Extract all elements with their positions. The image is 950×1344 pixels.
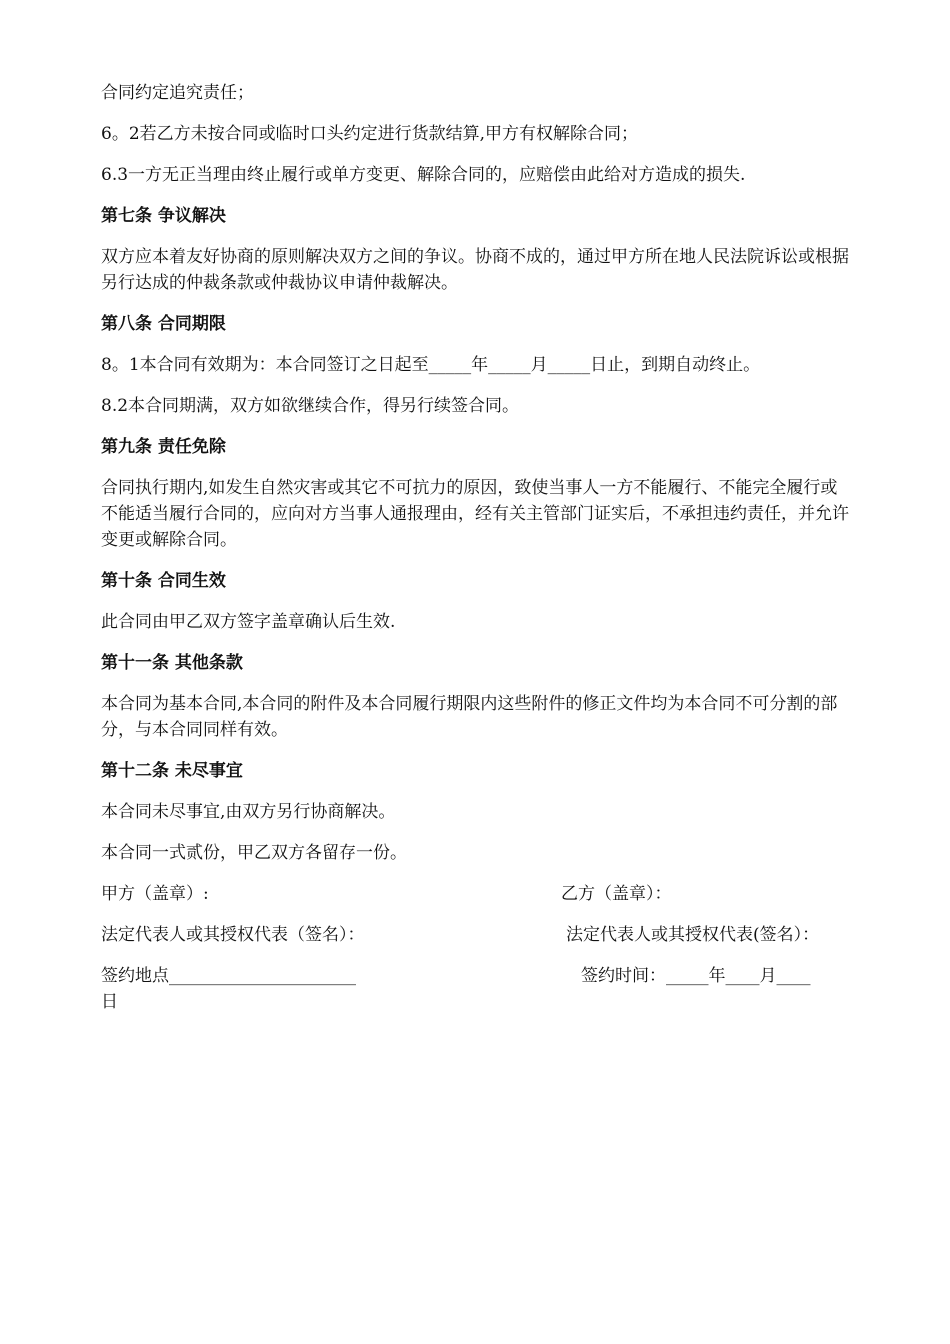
- heading-article-7: 第七条 争议解决: [101, 206, 226, 226]
- signing-time-field: 签约时间：_____年____月____: [581, 966, 811, 986]
- signature-seal-row: [101, 881, 851, 907]
- heading-article-9: 第九条 责任免除: [101, 437, 226, 457]
- heading-article-12: 第十二条 未尽事宜: [101, 761, 243, 781]
- signature-place-time-row: [101, 963, 851, 989]
- signing-day-label: 日: [101, 992, 118, 1012]
- article-9-text: 合同执行期内,如发生自然灾害或其它不可抗力的原因，致使当事人一方不能履行、不能完全履行或不能适当履行合同的，应向对方当事人通报理由，经有关主管部门证实后，不承担违约责任，并允许变更或解除合同。: [101, 478, 849, 550]
- document-body: [101, 80, 851, 1015]
- party-b-rep-label: 法定代表人或其授权代表(签名）：: [566, 925, 820, 945]
- clause-8-2: 8.2本合同期满，双方如欲继续合作，得另行续签合同。: [101, 396, 520, 416]
- heading-article-8: 第八条 合同期限: [101, 314, 226, 334]
- clause-8-1: 8。1本合同有效期为：本合同签订之日起至_____年_____月_____日止，到期自动终止。: [101, 355, 761, 375]
- article-10-text: 此合同由甲乙双方签字盖章确认后生效.: [101, 612, 396, 632]
- clause-6-3: 6.3一方无正当理由终止履行或单方变更、解除合同的，应赔偿由此给对方造成的损失.: [101, 165, 746, 185]
- article-12-text: 本合同未尽事宜,由双方另行协商解决。: [101, 802, 396, 822]
- article-11-text: 本合同为基本合同,本合同的附件及本合同履行期限内这些附件的修正文件均为本合同不可分割的部分，与本合同同样有效。: [101, 694, 838, 740]
- signing-place-field: 签约地点______________________: [101, 966, 356, 986]
- party-a-rep-label: 法定代表人或其授权代表（签名）：: [101, 925, 365, 945]
- signature-rep-row: [101, 922, 851, 948]
- party-a-seal-label: 甲方（盖章）:: [101, 884, 209, 904]
- copies-text: 本合同一式贰份，甲乙双方各留存一份。: [101, 843, 407, 863]
- heading-article-10: 第十条 合同生效: [101, 571, 226, 591]
- clause-continuation: 合同约定追究责任；: [101, 83, 254, 103]
- party-b-seal-label: 乙方（盖章）：: [561, 884, 672, 904]
- heading-article-11: 第十一条 其他条款: [101, 653, 243, 673]
- clause-6-2: 6。2若乙方未按合同或临时口头约定进行货款结算,甲方有权解除合同；: [101, 124, 639, 144]
- article-7-text: 双方应本着友好协商的原则解决双方之间的争议。协商不成的，通过甲方所在地人民法院诉讼或根据另行达成的仲裁条款或仲裁协议申请仲裁解决。: [101, 247, 849, 293]
